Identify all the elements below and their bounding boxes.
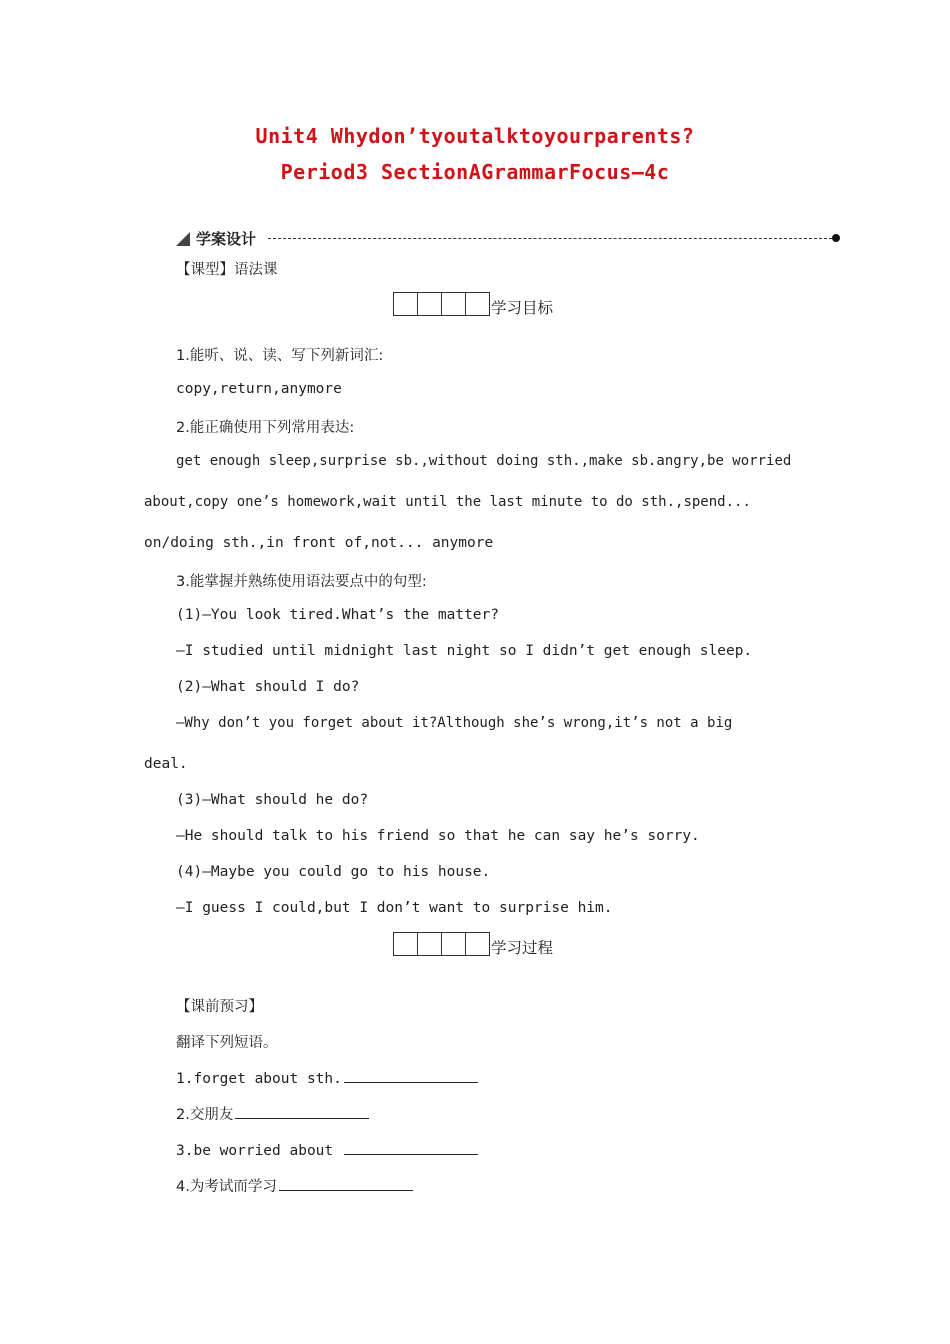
preview-item-2-text: 2.交朋友 (176, 1107, 234, 1123)
section-label: 学案设计 (196, 230, 257, 248)
preview-item-3 (176, 1140, 478, 1159)
sentence-2b: —Why don’t you forget about it?Although she’s wrong,it’s not a big (176, 715, 733, 731)
goal-1-words: copy,return,anymore (176, 381, 342, 397)
answer-blank-1[interactable] (344, 1068, 478, 1083)
box-icon (441, 292, 466, 316)
sentence-1b: —I studied until midnight last night so I didn’t get enough sleep. (176, 643, 753, 659)
translate-instruction: 翻译下列短语。 (176, 1035, 278, 1051)
preview-item-1-text: 1.forget about sth. (176, 1071, 342, 1087)
preview-item-1 (176, 1068, 478, 1087)
box-icon (465, 932, 490, 956)
section-bar (176, 228, 840, 250)
answer-blank-3[interactable] (344, 1140, 478, 1155)
goal-2-line-2: about,copy one’s homework,wait until the last minute to do sth.,spend... (144, 494, 751, 510)
title-line-1: Unit4 Whydon’tyoutalktoyourparents? (255, 124, 695, 148)
answer-blank-4[interactable] (279, 1176, 413, 1191)
sentence-3a: (3)—What should he do? (176, 792, 369, 808)
preview-item-2 (176, 1103, 369, 1124)
process-heading-text: 学习过程 (491, 939, 554, 957)
dashed-divider (268, 238, 832, 239)
goal-1: 1.能听、说、读、写下列新词汇: (176, 348, 384, 364)
triangle-icon (176, 232, 190, 246)
sentence-4b: —I guess I could,but I don’t want to surprise him. (176, 900, 613, 916)
lesson-type: 【课型】语法课 (176, 262, 278, 278)
goal-3: 3.能掌握并熟练使用语法要点中的句型: (176, 574, 427, 590)
title-line-2: Period3 SectionAGrammarFocus—4c (280, 160, 670, 184)
sentence-1a: (1)—You look tired.What’s the matter? (176, 607, 500, 623)
goal-2-line-3: on/doing sth.,in front of,not... anymore (144, 535, 494, 551)
sentence-2a: (2)—What should I do? (176, 679, 360, 695)
goal-2: 2.能正确使用下列常用表达: (176, 420, 355, 436)
sentence-3b: —He should talk to his friend so that he can say he’s sorry. (176, 828, 700, 844)
preview-item-3-text: 3.be worried about (176, 1143, 342, 1159)
box-icon (417, 932, 442, 956)
goal-2-line-1: get enough sleep,surprise sb.,without doing sth.,make sb.angry,be worried (176, 453, 792, 469)
goals-heading-text: 学习目标 (491, 299, 554, 317)
box-icon (465, 292, 490, 316)
box-icon (441, 932, 466, 956)
box-icon (393, 292, 418, 316)
sentence-2c: deal. (144, 756, 188, 772)
preview-item-4 (176, 1175, 413, 1196)
preview-item-4-text: 4.为考试而学习 (176, 1179, 277, 1195)
sentence-4a: (4)—Maybe you could go to his house. (176, 864, 491, 880)
preview-heading: 【课前预习】 (176, 999, 263, 1015)
answer-blank-2[interactable] (235, 1104, 369, 1119)
box-icon (393, 932, 418, 956)
dot-icon (832, 234, 840, 242)
box-icon (417, 292, 442, 316)
